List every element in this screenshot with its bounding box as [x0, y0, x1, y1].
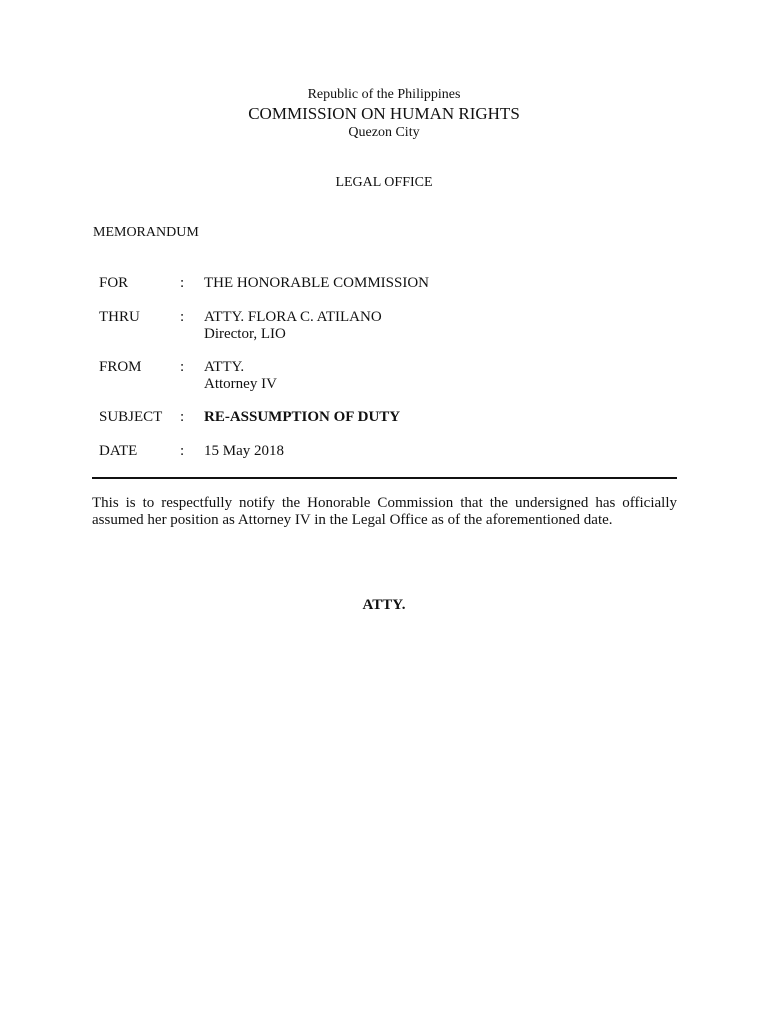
field-label-thru: THRU — [99, 309, 140, 325]
signature: ATTY. — [362, 597, 406, 613]
field-label-subject: SUBJECT — [99, 409, 163, 425]
field-value-for: THE HONORABLE COMMISSION — [204, 275, 430, 291]
field-colon: : — [180, 409, 185, 425]
field-value-subject: RE-ASSUMPTION OF DUTY — [204, 409, 401, 425]
field-label-from: FROM — [99, 359, 142, 375]
office-name: LEGAL OFFICE — [335, 175, 433, 190]
city-line: Quezon City — [348, 125, 420, 140]
field-colon: : — [180, 309, 185, 325]
field-value-date: 15 May 2018 — [204, 443, 284, 459]
republic-line: Republic of the Philippines — [307, 87, 461, 102]
field-colon: : — [180, 443, 185, 459]
field-value-from: ATTY. — [204, 359, 245, 375]
field-sub-from: Attorney IV — [204, 376, 277, 392]
field-sub-thru: Director, LIO — [204, 326, 286, 342]
field-value-thru: ATTY. FLORA C. ATILANO — [204, 309, 382, 325]
field-colon: : — [180, 275, 185, 291]
memo-body: This is to respectfully notify the Honorable Commission that the undersigned has officially assumed her position as Attorney IV in the Legal Office as of the aforementioned date. — [92, 495, 677, 528]
field-colon: : — [180, 359, 185, 375]
memo-type: MEMORANDUM — [93, 225, 199, 240]
field-label-for: FOR — [99, 275, 129, 291]
divider-rule — [92, 477, 677, 479]
agency-name: COMMISSION ON HUMAN RIGHTS — [248, 104, 520, 123]
field-label-date: DATE — [99, 443, 138, 459]
